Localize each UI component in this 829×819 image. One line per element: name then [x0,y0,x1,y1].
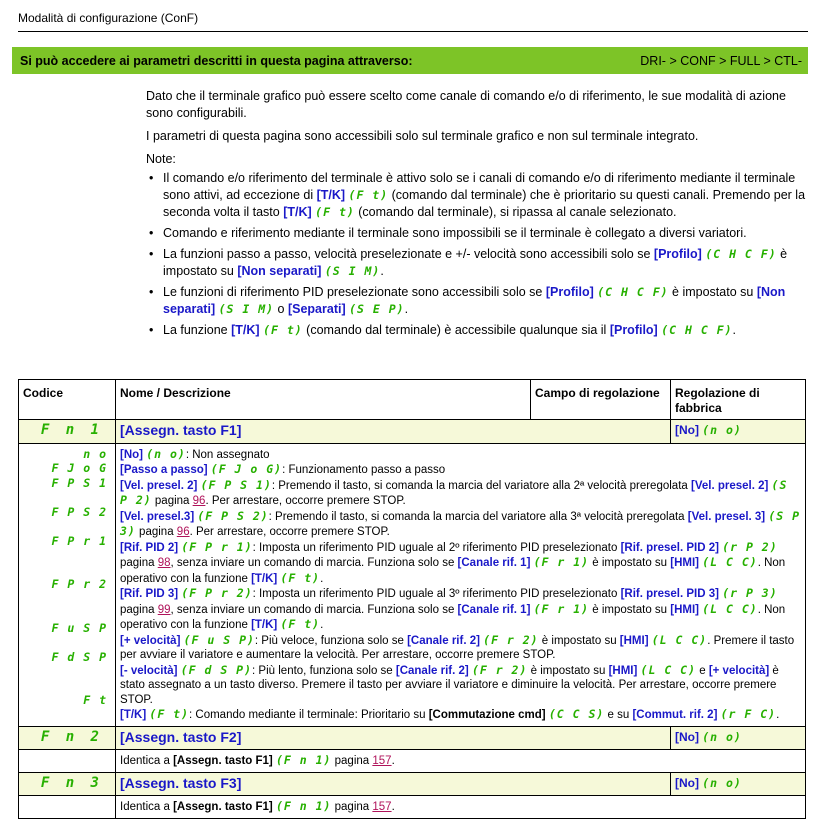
option-ft [120,707,801,723]
option-fps2 [120,509,801,540]
note-item-2: • Comando e riferimento mediante il terminale sono impossibili se il terminale è collegato a diversi variatori. [163,225,811,242]
table-row [19,750,806,773]
option-code-inline: (F J o G) [210,462,283,476]
option-text: . Non operativo con la funzione [120,557,786,585]
param-ref: [T/K] [283,205,312,219]
option-text: è impostato su [589,603,671,616]
param-title: [Assegn. tasto F3] [120,774,242,791]
option-code: F P S 2 [51,504,107,519]
param-code: (L C C) [702,601,758,616]
notes-heading: Note: [146,152,176,166]
option-label: [Rif. PID 3] [120,588,179,600]
menu-path: DRI- > CONF > FULL > CTL- [640,53,802,68]
option-text: : Non assegnato [185,448,270,461]
option-text: è impostato su [538,634,620,647]
param-ref: [Rif. presel. PID 3] [620,588,719,600]
param-ref: [Canale rif. 2] [395,664,469,677]
row-text: pagina [331,755,373,767]
header-code: Codice [19,380,116,420]
note-text: Le funzioni di riferimento PID preselezionate sono accessibili solo se [163,285,546,299]
option-text: pagina [120,603,158,616]
param-code: (F t) [315,205,355,219]
option-code: F P r 1 [51,533,107,548]
option-text: : Più veloce, funziona solo se [254,634,408,647]
option-code: F d S P [51,649,107,664]
param-ref: [T/K] [316,188,346,202]
param-code-cell [19,772,116,796]
param-ref: [HMI] [670,603,700,616]
page-link[interactable]: 98 [157,557,171,569]
note-item-5 [163,322,811,339]
param-ref: [T/K] [251,619,278,631]
param-ref: [Commut. rif. 2] [632,709,718,721]
param-code: (C H C F) [705,247,777,261]
param-ref: [Profilo] [545,285,594,299]
factory-value: [No] [675,729,699,744]
param-code: (C C S) [548,707,605,721]
option-code: F P S 1 [51,475,107,490]
option-code-inline: (F P r 2) [181,586,253,600]
option-codes-cell [19,443,116,726]
param-title: [Assegn. tasto F1] [120,422,242,438]
table-row [19,726,806,750]
note-text: . [732,323,737,337]
param-code: (F r 2) [483,632,539,647]
table-header-row [19,380,806,420]
param-ref: [HMI] [608,664,638,677]
note-text: La funzione [163,323,232,337]
option-label: [Rif. PID 2] [120,541,179,554]
note-item-1 [163,170,811,221]
note-item-4 [163,284,811,318]
option-fdsp [120,663,801,708]
param-title-cell [116,420,671,444]
param-code: (L C C) [651,632,708,647]
option-text: : Più lento, funziona solo se [252,664,396,677]
note-text: . [404,302,409,316]
param-ref: [Assegn. tasto F1] [173,755,273,767]
note-text: Il comando e/o riferimento del terminale è attivo solo se i canali di comando e/o di riferimento mediante il terminale sono attivi, ad eccezione di [163,171,796,202]
option-text: . [320,619,324,631]
option-text: , senza inviare un comando di marcia. Funziona solo se [170,557,458,569]
factory-value: [No] [675,423,699,437]
note-text: . [380,264,384,278]
param-code: (r P 3) [722,586,778,600]
page-link[interactable]: 157 [372,755,392,767]
param-ref: [Rif. presel. PID 2] [620,541,719,554]
option-code: F P r 2 [51,577,107,591]
param-ref: [Canale rif. 2] [407,634,480,647]
note-text: è impostato su [163,247,788,278]
param-ref: [Vel. presel. 3] [687,510,766,523]
option-descriptions-cell [116,443,806,726]
param-code: F n 2 [40,728,103,745]
param-ref: [HMI] [619,634,649,647]
option-label: [Vel. presel.3] [120,510,195,523]
param-ref: [+ velocità] [708,664,770,677]
param-ref: [HMI] [670,557,700,569]
row-text: pagina [331,801,373,813]
option-text: : Premendo il tasto, si comanda la marcia del variatore alla 3ª velocità preregolata [268,510,688,523]
row-text: Identica a [120,801,174,813]
intro-paragraph-1: Dato che il terminale grafico può essere scelto come canale di comando e/o di riferimento, le sue modalità di azione sono configurabili. [146,89,786,120]
param-ref: [Separati] [287,302,346,316]
option-text: e su [604,709,633,721]
param-code: (S I M) [218,302,275,316]
param-code: (L C C) [702,555,758,569]
param-code: (C H C F) [597,285,669,299]
note-text: (comando dal terminale) è accessibile qualunque sia il [302,323,610,337]
option-code-inline: (F P S 1) [200,477,272,492]
param-ref: [Non separati] [237,264,322,278]
table-row [19,443,806,726]
option-text: : Imposta un riferimento PID uguale al 2º riferimento PID preselezionato [252,541,621,554]
param-code: (r P 2) [722,539,778,554]
option-codes-cell [19,796,116,819]
option-code: F t [83,693,107,707]
param-title-cell [116,772,671,796]
option-descriptions-cell [116,796,806,819]
table-row [19,796,806,819]
param-code: F n 3 [40,774,103,791]
factory-setting-cell [671,420,806,444]
option-label: [+ velocità] [120,634,181,647]
option-text: e [696,664,709,677]
access-path-bar [12,47,808,74]
param-code: F n 1 [40,422,103,438]
note-text: è impostato su [668,285,757,299]
option-fusp [120,633,801,663]
row-text: Identica a [120,755,174,767]
option-code-inline: (F P r 1) [181,539,253,554]
header-range: Campo di regolazione [531,380,671,420]
param-ref: [Non separati] [163,285,786,316]
page-header-title: Modalità di configurazione (ConF) [18,11,199,25]
row-text: . [391,801,395,813]
option-text: . [320,572,324,585]
param-code: (S P 3) [120,508,801,538]
notes-list [146,170,811,339]
option-codes-cell [19,750,116,773]
param-code: (r F C) [720,707,777,721]
option-text: è stato assegnato a un tasto diverso. Premere il tasto per avviare il variatore e diminuire la velocità. Per arrestare, occorre premere STOP. [120,664,779,706]
param-title: [Assegn. tasto F2] [120,728,242,745]
option-text: . [776,709,780,721]
option-text: , senza inviare un comando di marcia. Funziona solo se [170,603,458,616]
access-title: Si può accedere ai parametri descritti in questa pagina attraverso: [20,53,413,68]
page-link[interactable]: 99 [157,603,171,616]
param-code: (F r 2) [471,662,528,677]
option-text: pagina [135,526,177,538]
row-text: . [391,755,395,767]
option-code: F u S P [51,620,107,635]
option-text: : Funzionamento passo a passo [282,464,446,476]
option-fps1 [120,478,801,509]
note-text: o [274,302,288,316]
param-code: (F r 1) [533,555,590,569]
factory-setting-cell [671,726,806,750]
option-text: è impostato su [589,557,671,569]
note-item-3 [163,246,811,280]
option-code: F J o G [51,461,107,475]
note-text: (comando dal terminale) che è prioritario su questi canali. Premendo per la seconda volta il tasto [163,188,806,219]
option-text: : Comando mediante il terminale: Prioritario su [189,709,429,721]
option-text: è impostato su [527,664,609,677]
param-code: (L C C) [640,662,697,677]
param-code: (C H C F) [661,323,733,337]
page-link[interactable]: 96 [176,526,190,538]
option-code-inline: (F P S 2) [197,508,269,523]
page-link[interactable]: 157 [372,801,392,813]
option-text: : Premendo il tasto, si comanda la marcia del variatore alla 2ª velocità preregolata [271,479,691,492]
option-code-inline: (F d S P) [180,662,253,677]
option-text: pagina [151,495,193,507]
option-label: [Passo a passo] [120,464,208,476]
option-jog [120,462,801,478]
intro-section [146,88,811,343]
option-text: . Premere il tasto per avviare il variatore e aumentare la velocità. Per arrestare, occorre premere STOP. [120,634,795,661]
option-code-inline: (n o) [146,446,186,461]
param-code: (F t) [263,323,303,337]
parameters-table [18,379,806,819]
param-code: (F t) [348,188,389,202]
option-code-inline: (F u S P) [183,632,255,647]
param-code: (F t) [280,617,321,631]
option-fpr2 [120,586,801,633]
option-label: [No] [120,448,143,461]
param-code: (F r 1) [533,601,590,616]
option-code: n o [83,446,107,461]
factory-code: (n o) [702,775,742,790]
param-ref: [Profilo] [609,323,658,337]
option-no [120,447,801,463]
param-ref: [Profilo] [653,247,702,261]
option-label: [- velocità] [120,664,178,677]
intro-paragraph-2: I parametri di questa pagina sono accessibili solo sul terminale grafico e non sul terminale integrato. [146,129,699,143]
option-text: . Non operativo con la funzione [120,603,786,631]
factory-setting-cell [671,772,806,796]
option-descriptions-cell [116,750,806,773]
param-code: (S I M) [324,264,381,278]
param-ref: [Commutazione cmd] [428,709,546,721]
table-row [19,420,806,444]
param-code: (F t) [280,570,321,585]
param-code: (S P 2) [120,477,788,507]
option-label: [Vel. presel. 2] [120,479,198,492]
param-title-cell [116,726,671,750]
factory-value: [No] [675,775,699,790]
param-ref: [Canale rif. 1] [457,603,531,616]
param-code: (S E P) [349,302,405,316]
factory-code: (n o) [702,729,742,744]
page-link[interactable]: 96 [192,495,206,507]
param-code-cell [19,420,116,444]
param-ref: [Vel. presel. 2] [690,479,769,492]
factory-code: (n o) [702,423,742,437]
option-text: : Imposta un riferimento PID uguale al 3º riferimento PID preselezionato [252,588,621,600]
param-ref: [T/K] [231,323,260,337]
param-ref: [Canale rif. 1] [457,557,531,569]
header-description: Nome / Descrizione [116,380,531,420]
param-code: (F n 1) [275,799,332,813]
option-text: pagina [120,557,158,569]
table-row [19,772,806,796]
option-text: . Per arrestare, occorre premere STOP. [189,526,390,538]
option-code-inline: (F t) [149,707,190,721]
param-ref: [T/K] [251,572,278,585]
option-fpr1 [120,540,801,587]
option-label: [T/K] [120,709,147,721]
note-text: La funzioni passo a passo, velocità preselezionate e +/- velocità sono accessibili solo se [163,247,654,261]
param-code-cell [19,726,116,750]
header-divider [18,31,808,32]
option-text: . Per arrestare, occorre premere STOP. [205,495,406,507]
header-factory: Regolazione di fabbrica [671,380,806,420]
param-ref: [Assegn. tasto F1] [173,801,273,813]
note-text: (comando dal terminale), si ripassa al canale selezionato. [354,205,677,219]
param-code: (F n 1) [275,753,332,767]
